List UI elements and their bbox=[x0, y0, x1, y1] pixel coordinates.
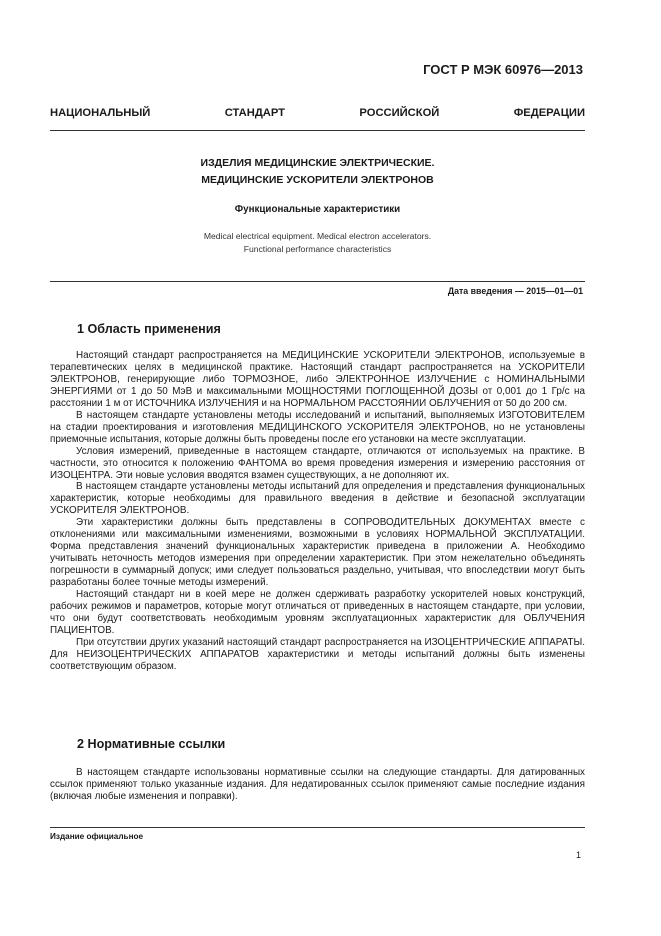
paragraph: При отсутствии других указаний настоящий стандарт распространяется на ИЗОЦЕНТРИЧЕСКИЕ АППАРАТЫ. Для НЕИЗОЦЕНТРИЧЕСКИХ АППАРАТОВ характеристики и методы испытаний должны быть изменены соответствующим образом. bbox=[50, 636, 585, 672]
section-1-body bbox=[50, 350, 585, 673]
national-standard-banner bbox=[50, 107, 585, 119]
banner-word: РОССИЙСКОЙ bbox=[359, 107, 440, 119]
banner-word: СТАНДАРТ bbox=[224, 107, 286, 119]
introduction-date: Дата введения — 2015—01—01 bbox=[447, 286, 583, 296]
paragraph: Эти характеристики должны быть представлены в СОПРОВОДИТЕЛЬНЫХ ДОКУМЕНТАХ вместе с отклонениями или максимальными изменениями, возможными в условиях НОРМАЛЬНОЙ ЭКСПЛУАТАЦИИ. Форма представления значений функциональных характеристик приведена в приложении А. Необходимо учитывать неточность методов измерения при определении характеристик. При этом нежелательно объединять погрешности в суммарный допуск; ими следует пользоваться раздельно, учитывая, что впоследствии могут быть разработаны более точные методы измерений. bbox=[50, 517, 585, 589]
paragraph: Настоящий стандарт распространяется на МЕДИЦИНСКИЕ УСКОРИТЕЛИ ЭЛЕКТРОНОВ, используемые в терапевтических целях в медицинской практике. Настоящий стандарт распространяется на УСКОРИТЕЛИ ЭЛЕКТРОНОВ, генерирующие либо ТОРМОЗНОЕ, либо ЭЛЕКТРОННОЕ ИЗЛУЧЕНИЕ с НОМИНАЛЬНЫМИ ЭНЕРГИЯМИ от 1 до 50 МэВ и максимальными МОЩНОСТЯМИ ПОГЛОЩЕННОЙ ДОЗЫ от 0,001 до 1 Гр/с на расстоянии 1 м от ИСТОЧНИКА ИЗЛУЧЕНИЯ и на НОРМАЛЬНОМ РАССТОЯНИИ ОБЛУЧЕНИЯ от 50 до 200 см. bbox=[50, 350, 585, 409]
date-divider bbox=[50, 281, 585, 282]
english-title-line-1: Medical electrical equipment. Medical electron accelerators. bbox=[203, 231, 432, 241]
page-number: 1 bbox=[575, 850, 581, 860]
paragraph: Настоящий стандарт ни в коей мере не должен сдерживать разработку ускорителей новых конструкций, рабочих режимов и параметров, которые могут отличаться от приведенных в настоящем стандарте, при условии, что они будут соответствовать необходимым уровням эксплуатационных характеристик для ОБЛУЧЕНИЯ ПАЦИЕНТОВ. bbox=[50, 589, 585, 636]
section-2-heading: 2 Нормативные ссылки bbox=[77, 737, 226, 751]
title-line-1: ИЗДЕЛИЯ МЕДИЦИНСКИЕ ЭЛЕКТРИЧЕСКИЕ. bbox=[200, 157, 435, 169]
banner-word: ФЕДЕРАЦИИ bbox=[513, 107, 585, 119]
section-1-heading: 1 Область применения bbox=[77, 322, 221, 336]
banner-word: НАЦИОНАЛЬНЫЙ bbox=[50, 107, 151, 119]
footer-divider bbox=[50, 827, 585, 828]
edition-note: Издание официальное bbox=[50, 832, 144, 841]
document-title bbox=[50, 155, 585, 189]
document-code: ГОСТ Р МЭК 60976—2013 bbox=[423, 62, 583, 77]
paragraph: В настоящем стандарте использованы нормативные ссылки на следующие стандарты. Для датированных ссылок применяют только указанные издания. Для недатированных ссылок применяют самые последние издания (включая любые изменения и поправки). bbox=[50, 767, 585, 802]
paragraph: Условия измерений, приведенные в настоящем стандарте, отличаются от используемых на практике. В частности, это относится к положению ФАНТОМА во время проведения измерения и измерению расстояния от ИЗОЦЕНТРА. Эти новые условия вводятся взамен существующих, а не дополняют их. bbox=[50, 445, 585, 481]
english-title-line-2: Functional performance characteristics bbox=[243, 244, 392, 254]
paragraph: В настоящем стандарте установлены методы исследований и испытаний, выполняемых ИЗГОТОВИТЕЛЕМ на стадии проектирования и изготовления МЕДИЦИНСКОГО УСКОРИТЕЛЯ ЭЛЕКТРОНОВ, но не установлены приемочные испытания, которые должны быть проведены после его установки на месте эксплуатации. bbox=[50, 409, 585, 445]
paragraph: В настоящем стандарте установлены методы испытаний для определения и представления функциональных характеристик, которые необходимы для правильного введения в действие и безопасной эксплуатации УСКОРИТЕЛЯ ЭЛЕКТРОНОВ. bbox=[50, 481, 585, 517]
english-title bbox=[50, 230, 585, 256]
document-subtitle: Функциональные характеристики bbox=[234, 204, 401, 215]
top-divider bbox=[50, 130, 585, 131]
title-line-2: МЕДИЦИНСКИЕ УСКОРИТЕЛИ ЭЛЕКТРОНОВ bbox=[201, 174, 434, 186]
section-2-body bbox=[50, 767, 585, 803]
